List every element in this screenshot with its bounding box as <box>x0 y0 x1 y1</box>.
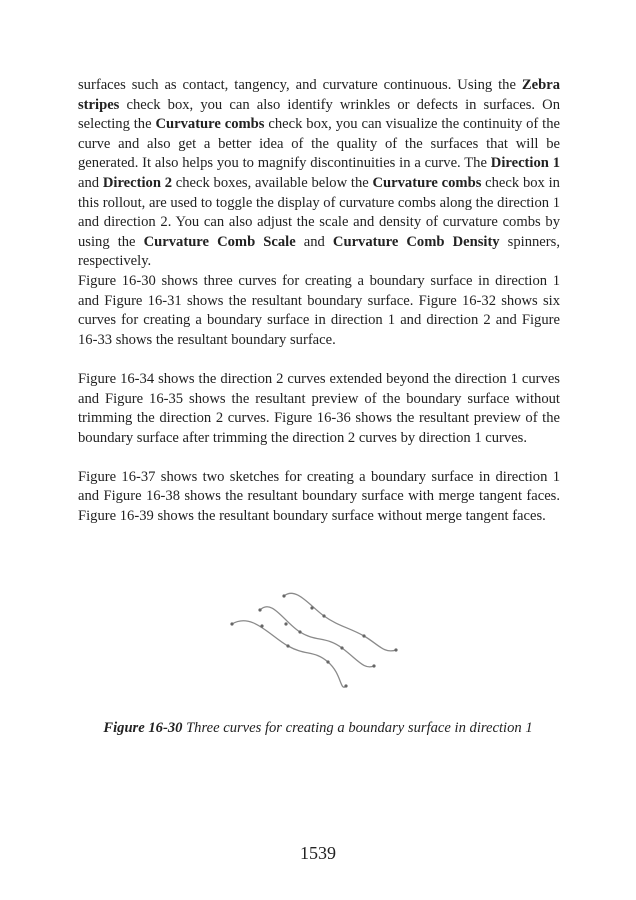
document-body <box>78 76 560 527</box>
bold-term: Curvature combs <box>155 116 265 133</box>
figure-caption-text: Three curves for creating a boundary surface in direction 1 <box>182 720 533 736</box>
text-run: Figure 16-30 shows three curves for creating a boundary surface in direction 1 and Figure 16-31 shows the resultant boundary surface. Figure 16-32 shows six curves for creating a boundary surface in direction 1 and direction 2 and Figure 16-33 shows the resultant boundary surface. <box>78 272 560 348</box>
figure-16-30 <box>0 580 636 700</box>
text-run: spinners, respectively. <box>78 233 560 270</box>
text-run: and <box>295 233 333 250</box>
paragraph-figure-16-37-intro <box>78 468 560 527</box>
direction-1-curve-1 <box>232 621 346 687</box>
bold-term: Curvature combs <box>372 174 482 191</box>
text-run: check boxes, available below the <box>172 174 373 191</box>
bold-term: Curvature Comb Scale <box>143 233 296 250</box>
paragraph-figure-16-30-intro <box>78 272 560 350</box>
bold-term: Zebra stripes <box>78 77 560 113</box>
text-run: check box in this rollout, are used to toggle the display of curvature combs along the direction 1 and direction 2. You can also adjust the scale and density of curvature combs by using the <box>78 174 560 250</box>
text-run: Figure 16-34 shows the direction 2 curves extended beyond the direction 1 curves and Figure 16-35 shows the resultant preview of the boundary surface without trimming the direction 2 curves. Figure 16-36 shows the resultant preview of the boundary surface after trimming the direction 2 curves by direction 1 curves. <box>78 370 560 446</box>
bold-term: Direction 2 <box>102 174 172 191</box>
figure-caption-label: Figure 16-30 <box>103 720 183 736</box>
paragraph-gap <box>78 350 560 370</box>
bold-term: Curvature Comb Density <box>332 233 500 250</box>
direction-1-curve-3 <box>284 593 396 651</box>
text-run: check box, you can also identify wrinkles or defects in surfaces. On selecting the <box>78 96 560 133</box>
direction-1-curve-2 <box>260 607 374 667</box>
text-run: surfaces such as contact, tangency, and curvature continuous. Using the <box>78 77 522 93</box>
paragraph-curvature-combs <box>78 76 560 272</box>
bold-term: Direction 1 <box>490 155 560 172</box>
three-curves-illustration <box>222 584 412 696</box>
text-run: check box, you can visualize the continuity of the curve and also get a better idea of the quality of the surfaces that will be generated. It also helps you to magnify discontinuities in a curve. The <box>78 116 560 172</box>
paragraph-figure-16-34-intro <box>78 370 560 448</box>
text-run: and <box>78 174 103 191</box>
text-run: Figure 16-37 shows two sketches for creating a boundary surface in direction 1 and Figure 16-38 shows the resultant boundary surface with merge tangent faces. Figure 16-39 shows the resultant boundary surface without merge tangent faces. <box>78 468 560 525</box>
page-number: 1539 <box>300 843 336 863</box>
paragraph-gap <box>78 448 560 468</box>
figure-caption <box>0 720 636 737</box>
